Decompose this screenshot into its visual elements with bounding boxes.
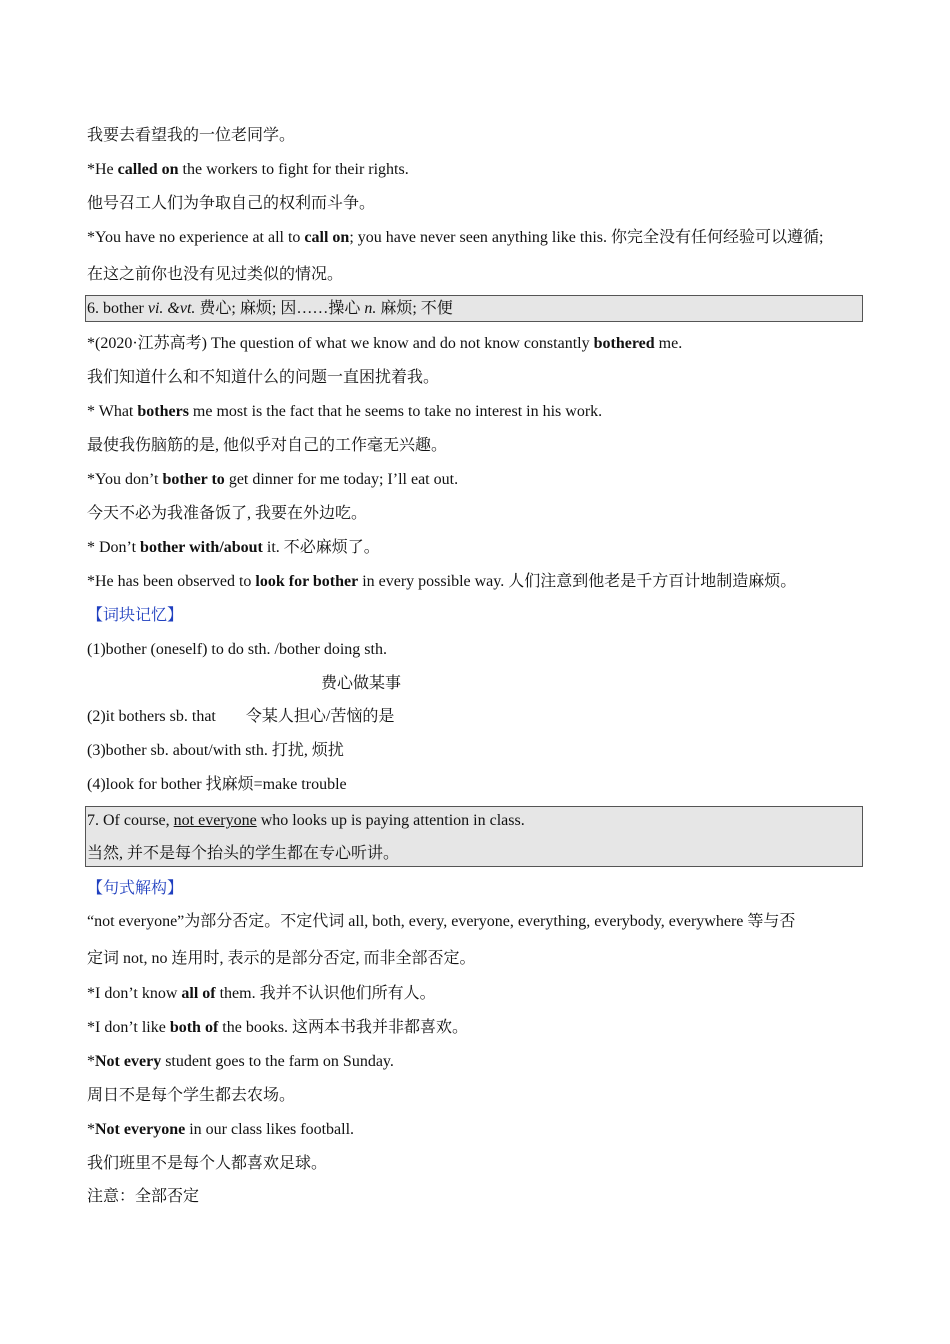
section-heading-chunks: 【词块记忆】 — [87, 607, 184, 624]
example-bother-with: * Don’t bother with/about it. 不必麻烦了。 — [87, 539, 380, 556]
paragraph-cn: 我要去看望我的一位老同学。 — [87, 127, 296, 144]
chunk-item-3: (3)bother sb. about/with sth. 打扰, 烦扰 — [87, 742, 344, 759]
example-not-every: *Not every student goes to the farm on Sunday. — [87, 1053, 394, 1070]
chunk-item-1: (1)bother (oneself) to do sth. /bother doing sth. — [87, 641, 387, 658]
translation: 今天不必为我准备饭了, 我要在外边吃。 — [87, 505, 368, 522]
vocab-definition: 6. bother vi. &vt. 费心; 麻烦; 因……操心 n. 麻烦; 不便 — [87, 300, 453, 317]
section-heading-structure: 【句式解构】 — [87, 880, 184, 897]
explanation-line-2: 定词 not, no 连用时, 表示的是部分否定, 而非全部否定。 — [87, 950, 476, 967]
chunk-item-2: (2)it bothers sb. that 令某人担心/苦恼的是 — [87, 708, 395, 725]
translation: 在这之前你也没有见过类似的情况。 — [87, 266, 344, 283]
example-bothers: * What bothers me most is the fact that he seems to take no interest in his work. — [87, 403, 603, 420]
chunk-item-1-meaning: 费心做某事 — [321, 675, 402, 692]
sentence-cn: 当然, 并不是每个抬头的学生都在专心听讲。 — [87, 845, 400, 862]
example-called-on: *He called on the workers to fight for their rights. — [87, 161, 409, 178]
example-bothered: *(2020·江苏高考) The question of what we know and do not know constantly bothered me. — [87, 335, 683, 352]
example-bother-to: *You don’t bother to get dinner for me today; I’ll eat out. — [87, 471, 459, 488]
explanation-line-1: “not everyone”为部分否定。不定代词 all, both, every, everyone, everything, everybody, everywhere 等与否 — [87, 913, 796, 930]
translation: 他号召工人们为争取自己的权利而斗争。 — [87, 195, 376, 212]
sentence-box-7 — [85, 806, 863, 867]
example-look-for-bother: *He has been observed to look for bother in every possible way. 人们注意到他老是千方百计地制造麻烦。 — [87, 573, 797, 590]
example-all-of: *I don’t know all of them. 我并不认识他们所有人。 — [87, 985, 436, 1002]
translation: 我们班里不是每个人都喜欢足球。 — [87, 1155, 328, 1172]
translation: 最使我伤脑筋的是, 他似乎对自己的工作毫无兴趣。 — [87, 437, 448, 454]
vocab-box-bother — [85, 295, 863, 322]
translation: 周日不是每个学生都去农场。 — [87, 1087, 296, 1104]
example-not-everyone: *Not everyone in our class likes football. — [87, 1121, 355, 1138]
example-call-on: *You have no experience at all to call on; you have never seen anything like this. 你完全没有任何经验可以遵循; — [87, 229, 824, 246]
note-label: 注意：全部否定 — [87, 1188, 200, 1205]
translation: 我们知道什么和不知道什么的问题一直困扰着我。 — [87, 369, 440, 386]
sentence-en: 7. Of course, not everyone who looks up is paying attention in class. — [87, 812, 525, 829]
chunk-item-4: (4)look for bother 找麻烦=make trouble — [87, 776, 347, 793]
example-both-of: *I don’t like both of the books. 这两本书我并非都喜欢。 — [87, 1019, 469, 1036]
